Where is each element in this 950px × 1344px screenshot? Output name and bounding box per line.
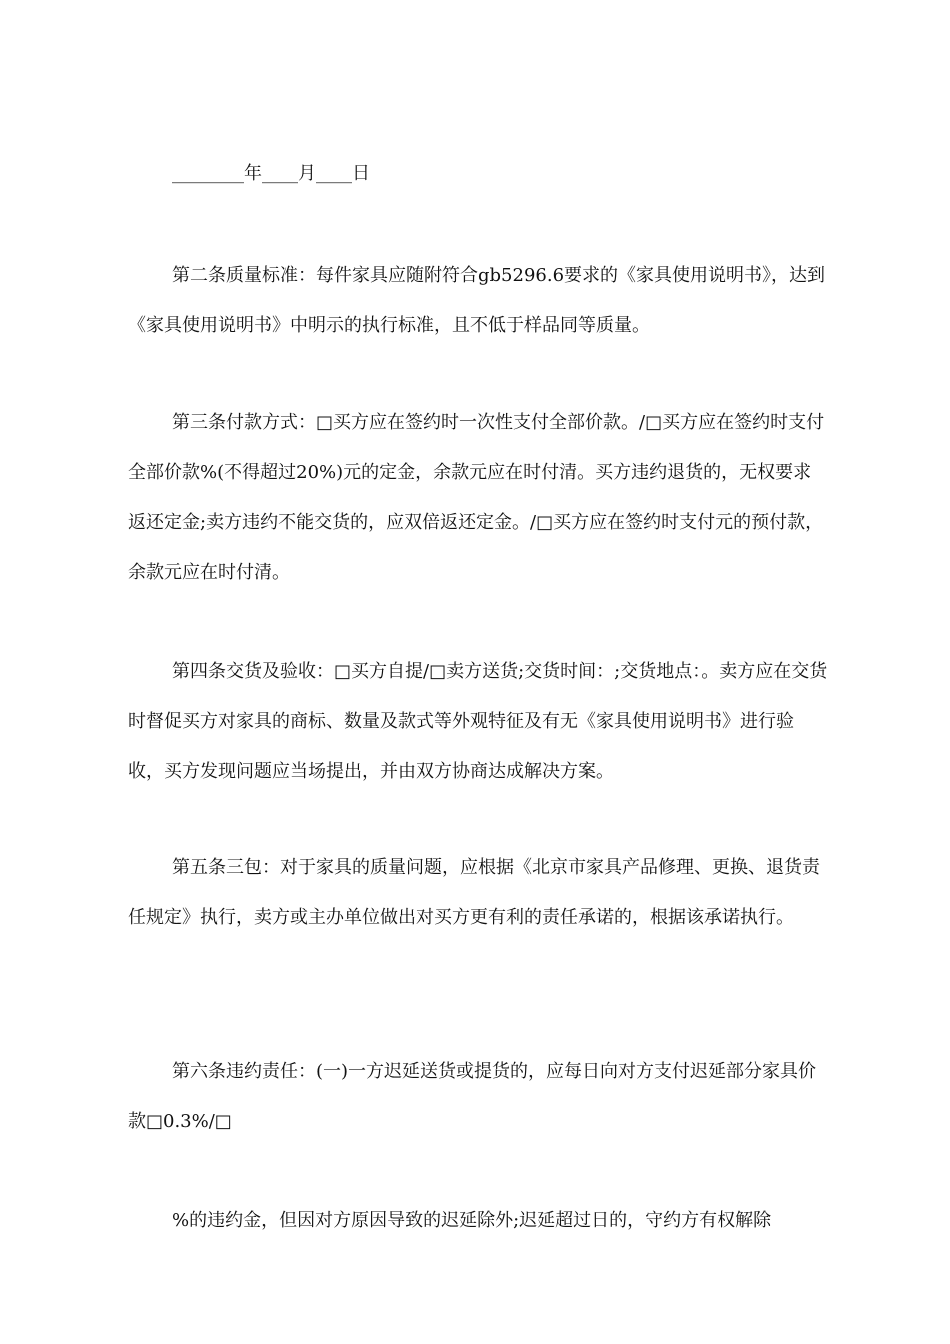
clause-liability-for-breach: 第六条违约责任：(一)一方迟延送货或提货的，应每日向对方支付迟延部分家具价款□0.3%/□ — [128, 1061, 817, 1132]
date-line: ________年____月____日 — [172, 163, 370, 184]
clause-delivery-acceptance: 第四条交货及验收：□买方自提/□卖方送货;交货时间：;交货地点：。卖方应在交货时督促买方对家具的商标、数量及款式等外观特征及有无《家具使用说明书》进行验收，买方发现问题应当场提出，并由双方协商达成解决方案。 — [128, 661, 828, 782]
clause-liability-continued: %的违约金，但因对方原因导致的迟延除外;迟延超过日的，守约方有权解除 — [172, 1210, 772, 1231]
clause-quality-standard: 第二条质量标准：每件家具应随附符合gb5296.6要求的《家具使用说明书》，达到《家具使用说明书》中明示的执行标准，且不低于样品同等质量。 — [128, 265, 826, 336]
clause-three-guarantees: 第五条三包：对于家具的质量问题，应根据《北京市家具产品修理、更换、退货责任规定》执行，卖方或主办单位做出对买方更有利的责任承诺的，根据该承诺执行。 — [128, 857, 820, 928]
clause-payment-method: 第三条付款方式：□买方应在签约时一次性支付全部价款。/□买方应在签约时支付全部价款%(不得超过20%)元的定金，余款元应在时付清。买方违约退货的，无权要求返还定金;卖方违约不能交货的，应双倍返还定金。/□买方应在签约时支付元的预付款，余款元应在时付清。 — [128, 412, 825, 583]
